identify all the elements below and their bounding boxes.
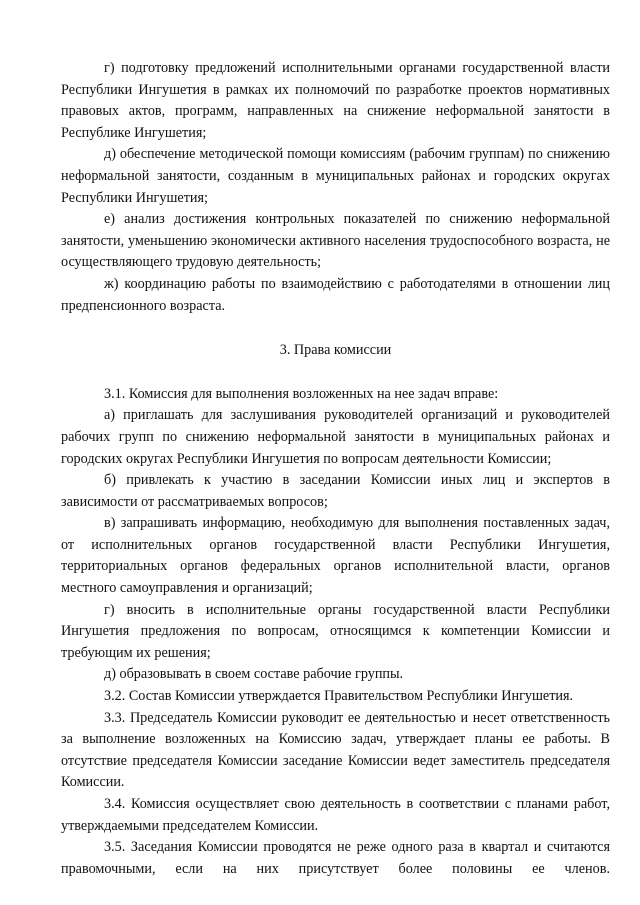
paragraph-item-g: г) подготовку предложений исполнительными органами государственной власти Республики Ингушетия в рамках их полномочий по разработке проектов нормативных правовых актов, программ, направленных на снижение неформальной занятости в Республике Ингушетия;: [61, 60, 610, 141]
paragraph-3-4: 3.4. Комиссия осуществляет свою деятельность в соответствии с планами работ, утверждаемыми председателем Комиссии.: [61, 796, 610, 834]
paragraph-right-a: а) приглашать для заслушивания руководителей организаций и руководителей рабочих групп по снижению неформальной занятости в муниципальных районах и городских округах Республики Ингушетия по вопросам деятельности Комиссии;: [61, 407, 610, 467]
paragraph-item-zh: ж) координацию работы по взаимодействию с работодателями в отношении лиц предпенсионного возраста.: [61, 275, 610, 314]
paragraph-right-d: д) образовывать в своем составе рабочие группы.: [104, 666, 404, 683]
paragraph-item-d: д) обеспечение методической помощи комиссиям (рабочим группам) по снижению неформальной занятости, созданным в муниципальных районах и городских округах Республики Ингушетия;: [61, 146, 610, 206]
paragraph-3-3: 3.3. Председатель Комиссии руководит ее деятельностью и несет ответственность за выполнение возложенных на Комиссию задач, утверждает планы ее работы. В отсутствие председателя Комиссии заседание Комиссии ведет заместитель председателя Комиссии.: [61, 709, 610, 791]
paragraph-right-g: г) вносить в исполнительные органы государственной власти Республики Ингушетия предложения по вопросам, относящимся к компетенции Комиссии и требующим их решения;: [61, 601, 610, 661]
document-body: [61, 58, 610, 880]
paragraph-item-e: е) анализ достижения контрольных показателей по снижению неформальной занятости, уменьшению экономически активного населения трудоспособного возраста, не осуществляющего трудовую деятельность;: [61, 211, 610, 271]
paragraph-3-5: 3.5. Заседания Комиссии проводятся не реже одного раза в квартал и считаются правомочными, если на них присутствует более половины ее членов.: [61, 839, 610, 877]
section-heading: 3. Права комиссии: [279, 342, 392, 359]
paragraph-right-b: б) привлекать к участию в заседании Комиссии иных лиц и экспертов в зависимости от рассматриваемых вопросов;: [61, 472, 610, 510]
paragraph-3-2: 3.2. Состав Комиссии утверждается Правительством Республики Ингушетия.: [104, 688, 574, 705]
paragraph-right-v: в) запрашивать информацию, необходимую для выполнения поставленных задач, от исполнительных органов государственной власти Республики Ингушетия, территориальных органов федеральных органов исполнительной власти, органов местного самоуправления и организаций;: [61, 515, 610, 597]
paragraph-3-1: 3.1. Комиссия для выполнения возложенных на нее задач вправе:: [104, 385, 499, 402]
